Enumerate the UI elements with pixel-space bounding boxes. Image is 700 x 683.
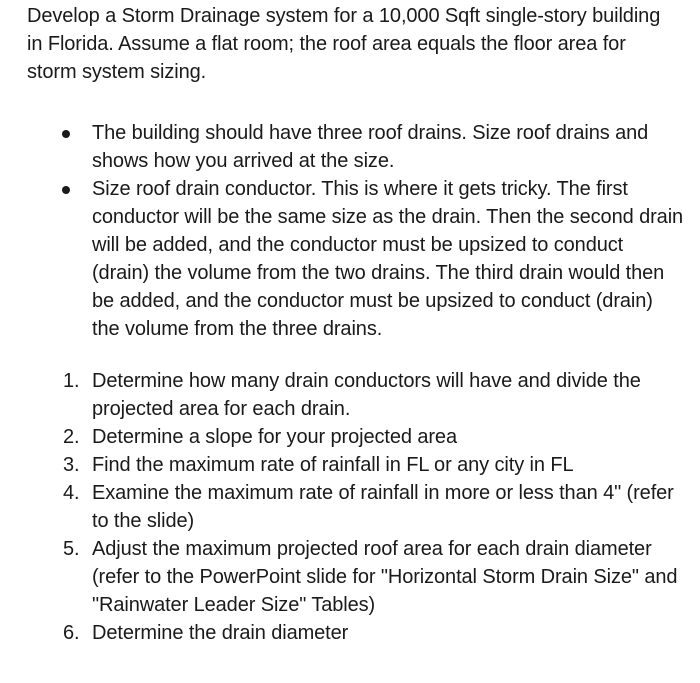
- step-text: Adjust the maximum projected roof area for each drain diameter (refer to the PowerPoint slide for "Horizontal Storm Drain Size" and "Rainwater Leader Size" Tables): [92, 538, 678, 616]
- steps-numbered-list: [27, 367, 684, 647]
- step-text: Determine a slope for your projected area: [92, 426, 457, 448]
- bullet-item: [27, 175, 684, 343]
- step-item: [27, 451, 684, 479]
- step-number: 4.: [63, 482, 80, 504]
- bullet-dot-icon: [62, 130, 70, 138]
- step-number: 2.: [63, 426, 80, 448]
- step-item: [27, 479, 684, 535]
- step-number: 3.: [63, 454, 80, 476]
- bullet-item: [27, 119, 684, 175]
- step-number: 5.: [63, 538, 80, 560]
- requirements-bullet-list: [27, 119, 684, 343]
- step-text: Determine the drain diameter: [92, 622, 349, 644]
- bullet-text: Size roof drain conductor. This is where it gets tricky. The first conductor will be the same size as the drain. Then the second drain will be added, and the conductor must be upsized to conduct (drain) the volume from the two drains. The third drain would then be added, and the conductor must be upsized to conduct (drain) the volume from the three drains.: [92, 178, 684, 340]
- bullet-dot-icon: [62, 186, 70, 194]
- step-item: [27, 619, 684, 647]
- step-text: Determine how many drain conductors will have and divide the projected area for each drain.: [92, 370, 641, 420]
- step-number: 1.: [63, 370, 80, 392]
- step-text: Examine the maximum rate of rainfall in more or less than 4" (refer to the slide): [92, 482, 674, 532]
- step-text: Find the maximum rate of rainfall in FL or any city in FL: [92, 454, 574, 476]
- bullet-text: The building should have three roof drains. Size roof drains and shows how you arrived at the size.: [92, 122, 649, 172]
- step-number: 6.: [63, 622, 80, 644]
- step-item: [27, 367, 684, 423]
- intro-paragraph: Develop a Storm Drainage system for a 10,000 Sqft single-story building in Florida. Assume a flat room; the roof area equals the floor area for storm system sizing.: [27, 5, 661, 83]
- step-item: [27, 535, 684, 619]
- step-item: [27, 423, 684, 451]
